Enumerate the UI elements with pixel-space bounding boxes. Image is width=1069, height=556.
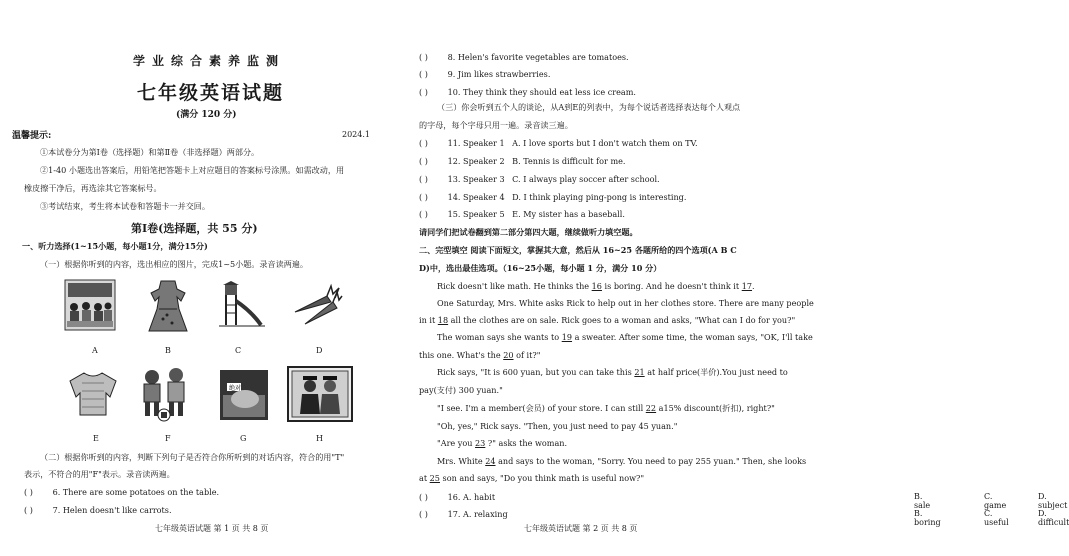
choice-b[interactable]: B. sale bbox=[914, 492, 931, 510]
speaker-label: 13. Speaker 3 bbox=[447, 174, 505, 184]
choice-row-17 bbox=[419, 509, 508, 519]
passage-text: and says to the woman, "Sorry. You need to pay 255 yuan." Then, she looks bbox=[495, 456, 807, 466]
passage-text: this one. What's the bbox=[419, 350, 504, 360]
passage-line bbox=[419, 350, 540, 360]
tf-item-text: 9. Jim likes strawberries. bbox=[447, 69, 551, 79]
tf-item-10 bbox=[419, 87, 636, 97]
part-3-instructions-line-1: （三）你会听到五个人的谈论，从A到E的列表中，为每个说话者选择表达每个人观点 bbox=[437, 102, 741, 112]
part-3-instructions-line-2: 的字母，每个字母只用一遍。录音读三遍。 bbox=[419, 120, 573, 130]
blank-23: 23 bbox=[475, 438, 486, 448]
answer-blank[interactable]: ( ) bbox=[419, 209, 428, 219]
full-score: (满分 120 分) bbox=[176, 110, 237, 120]
blank-25: 25 bbox=[429, 473, 440, 483]
carrots-picture bbox=[287, 282, 343, 330]
passage-text: of it?" bbox=[513, 350, 541, 360]
exam-date: 2024.1 bbox=[342, 130, 370, 139]
answer-blank[interactable]: ( ) bbox=[419, 192, 428, 202]
passage-line bbox=[419, 385, 503, 396]
speaker-label: 14. Speaker 4 bbox=[447, 192, 505, 202]
answer-blank[interactable]: ( ) bbox=[419, 156, 428, 166]
blank-20: 20 bbox=[503, 350, 514, 360]
passage-text: "Oh, yes," Rick says. "Then, you just need to pay 45 yuan." bbox=[437, 421, 678, 431]
passage-text: One Saturday, Mrs. White asks Rick to help out in her clothes store. There are many people bbox=[437, 298, 814, 308]
passage-text: Mrs. White bbox=[437, 456, 486, 466]
speaker-label: 12. Speaker 2 bbox=[447, 156, 505, 166]
poster-text: 绝对 bbox=[229, 385, 242, 392]
passage-line bbox=[437, 421, 677, 431]
section-1-title: 第Ⅰ卷(选择题，共 55 分) bbox=[131, 222, 258, 235]
speaker-option: C. I always play soccer after school. bbox=[512, 174, 660, 184]
tf-item-9 bbox=[419, 69, 550, 79]
passage-text: a15% discount(折扣), right?" bbox=[656, 403, 775, 413]
passage-text: is boring. And he doesn't think it bbox=[601, 281, 742, 291]
answer-blank[interactable]: ( ) bbox=[419, 69, 428, 79]
choice-b[interactable]: B. boring bbox=[914, 509, 941, 527]
passage-line bbox=[437, 281, 755, 291]
match-item-11 bbox=[419, 138, 698, 148]
blank-16: 16 bbox=[591, 281, 602, 291]
passage-text: at bbox=[419, 473, 430, 483]
tf-item-text: 6. There are some potatoes on the table. bbox=[52, 487, 220, 497]
passage-text: Rick says, "It is 600 yuan, but you can take this bbox=[437, 367, 635, 377]
answer-blank[interactable]: ( ) bbox=[24, 505, 33, 515]
blank-22: 22 bbox=[645, 403, 657, 413]
speaker-option: D. I think playing ping-pong is interesting. bbox=[512, 192, 687, 202]
choice-a[interactable]: 17. A. relaxing bbox=[447, 509, 508, 519]
speaker-option: A. I love sports but I don't watch them on TV. bbox=[512, 138, 698, 148]
cloze-heading-line-1: 二、完型填空 阅读下面短文，掌握其大意，然后从 16~25 各题所给的四个选项(A B C bbox=[419, 245, 737, 255]
passage-text: . bbox=[752, 281, 755, 291]
passage-text: The woman says she wants to bbox=[437, 332, 562, 342]
picture-label-h: H bbox=[316, 434, 323, 443]
choice-row-16 bbox=[419, 492, 495, 502]
playground-slide-picture bbox=[217, 281, 267, 331]
blank-21: 21 bbox=[634, 367, 645, 377]
passage-line bbox=[437, 332, 813, 342]
part-2-instructions-line-2: 表示，不符合的用"F"表示。录音读两遍。 bbox=[24, 469, 175, 479]
tf-item-8 bbox=[419, 52, 629, 62]
tf-item-text: 8. Helen's favorite vegetables are tomatoes. bbox=[447, 52, 629, 62]
part-1-instructions: （一）根据你听到的内容，选出相应的图片，完成1~5小题。录音读两遍。 bbox=[40, 259, 308, 269]
page-footer: 七年级英语试题 第 2 页 共 8 页 bbox=[524, 524, 638, 533]
choice-c[interactable]: C. useful bbox=[984, 509, 1009, 527]
blank-19: 19 bbox=[561, 332, 573, 342]
passage-text: at half price(半价).You just need to bbox=[644, 367, 788, 377]
passage-text: "I see. I'm a member(会员) of your store. I can still bbox=[437, 403, 646, 413]
passage-text: pay(支付) 300 yuan." bbox=[419, 385, 503, 395]
sweater-picture bbox=[66, 369, 120, 419]
picture-label-c: C bbox=[235, 346, 242, 355]
answer-blank[interactable]: ( ) bbox=[419, 87, 428, 97]
answer-blank[interactable]: ( ) bbox=[419, 492, 428, 502]
passage-line bbox=[437, 298, 814, 308]
match-item-15 bbox=[419, 209, 625, 219]
passage-text: in it bbox=[419, 315, 438, 325]
passage-line bbox=[437, 456, 806, 466]
tf-item-text: 7. Helen doesn't like carrots. bbox=[52, 505, 172, 515]
choice-c[interactable]: C. game bbox=[984, 492, 1007, 510]
classroom-picture bbox=[64, 279, 116, 331]
turn-page-notice: 请同学们把试卷翻到第二部分第四大题，继续做听力填空题。 bbox=[419, 227, 638, 237]
passage-line bbox=[437, 403, 775, 414]
choice-d[interactable]: D. subject bbox=[1038, 492, 1068, 510]
blank-24: 24 bbox=[485, 456, 496, 466]
passage-line bbox=[419, 315, 795, 325]
ping-pong-bat-picture bbox=[219, 369, 269, 421]
speaker-option: B. Tennis is difficult for me. bbox=[512, 156, 626, 166]
cloze-heading-line-2: D)中，选出最佳选项。（16~25小题，每小题 1 分，满分 10 分） bbox=[419, 263, 662, 273]
passage-line bbox=[437, 367, 788, 378]
answer-blank[interactable]: ( ) bbox=[419, 509, 428, 519]
speaker-label: 15. Speaker 5 bbox=[447, 209, 505, 219]
graduation-picture bbox=[287, 366, 353, 422]
picture-label-b: B bbox=[165, 346, 171, 355]
answer-blank[interactable]: ( ) bbox=[24, 487, 33, 497]
passage-line bbox=[437, 438, 567, 448]
part-2-instructions-line-1: （二）根据你听到的内容，判断下列句子是否符合你所听到的对话内容，符合的用"T" bbox=[40, 452, 345, 462]
speaker-label: 11. Speaker 1 bbox=[447, 138, 505, 148]
picture-label-g: G bbox=[240, 434, 247, 443]
page-footer: 七年级英语试题 第 1 页 共 8 页 bbox=[155, 524, 269, 533]
speaker-option: E. My sister has a baseball. bbox=[512, 209, 625, 219]
tf-item-text: 10. They think they should eat less ice cream. bbox=[447, 87, 636, 97]
picture-label-a: A bbox=[92, 346, 98, 355]
page-title: 七年级英语试题 bbox=[137, 82, 285, 104]
page-2 bbox=[397, 0, 1069, 556]
tf-item-7 bbox=[24, 505, 172, 515]
answer-blank[interactable]: ( ) bbox=[419, 174, 428, 184]
passage-text: ?" asks the woman. bbox=[485, 438, 568, 448]
choice-a[interactable]: 16. A. habit bbox=[447, 492, 496, 502]
passage-text: "Are you bbox=[437, 438, 476, 448]
blank-18: 18 bbox=[437, 315, 449, 325]
match-item-12 bbox=[419, 156, 625, 166]
choice-d[interactable]: D. difficult bbox=[1038, 509, 1069, 527]
passage-line bbox=[419, 473, 644, 483]
picture-label-e: E bbox=[93, 434, 99, 443]
answer-blank[interactable]: ( ) bbox=[419, 52, 428, 62]
passage-text: Rick doesn't like math. He thinks the bbox=[437, 281, 592, 291]
match-item-14 bbox=[419, 192, 686, 202]
match-item-13 bbox=[419, 174, 660, 184]
passage-text: a sweater. After some time, the woman says, "OK, I'll take bbox=[572, 332, 813, 342]
blank-17: 17 bbox=[741, 281, 753, 291]
dress-picture bbox=[145, 279, 191, 335]
tip-3: ③考试结束，考生将本试卷和答题卡一并交回。 bbox=[40, 201, 210, 211]
passage-text: all the clothes are on sale. Rick goes to a woman and asks, "What can I do for you?" bbox=[448, 315, 796, 325]
tip-2-cont: 橡皮擦干净后，再选涂其它答案标号。 bbox=[24, 183, 162, 193]
tip-2: ②1-40 小题选出答案后，用铅笔把答题卡上对应题目的答案标号涂黑。如需改动，用 bbox=[40, 165, 345, 175]
tip-1: ①本试卷分为第Ⅰ卷（选择题）和第Ⅱ卷（非选择题）两部分。 bbox=[40, 147, 260, 157]
picture-label-d: D bbox=[316, 346, 323, 355]
header-kicker: 学业综合素养监测 bbox=[133, 54, 286, 68]
tips-label: 温馨提示: bbox=[12, 131, 52, 141]
passage-text: son and says, "Do you think math is useful now?" bbox=[439, 473, 645, 483]
answer-blank[interactable]: ( ) bbox=[419, 138, 428, 148]
kids-soccer-picture bbox=[132, 365, 196, 423]
picture-label-f: F bbox=[165, 434, 171, 443]
part-1-heading: 一、听力选择(1~15小题，每小题1分，满分15分) bbox=[22, 241, 208, 251]
tf-item-6 bbox=[24, 487, 219, 497]
page-1 bbox=[0, 0, 397, 556]
